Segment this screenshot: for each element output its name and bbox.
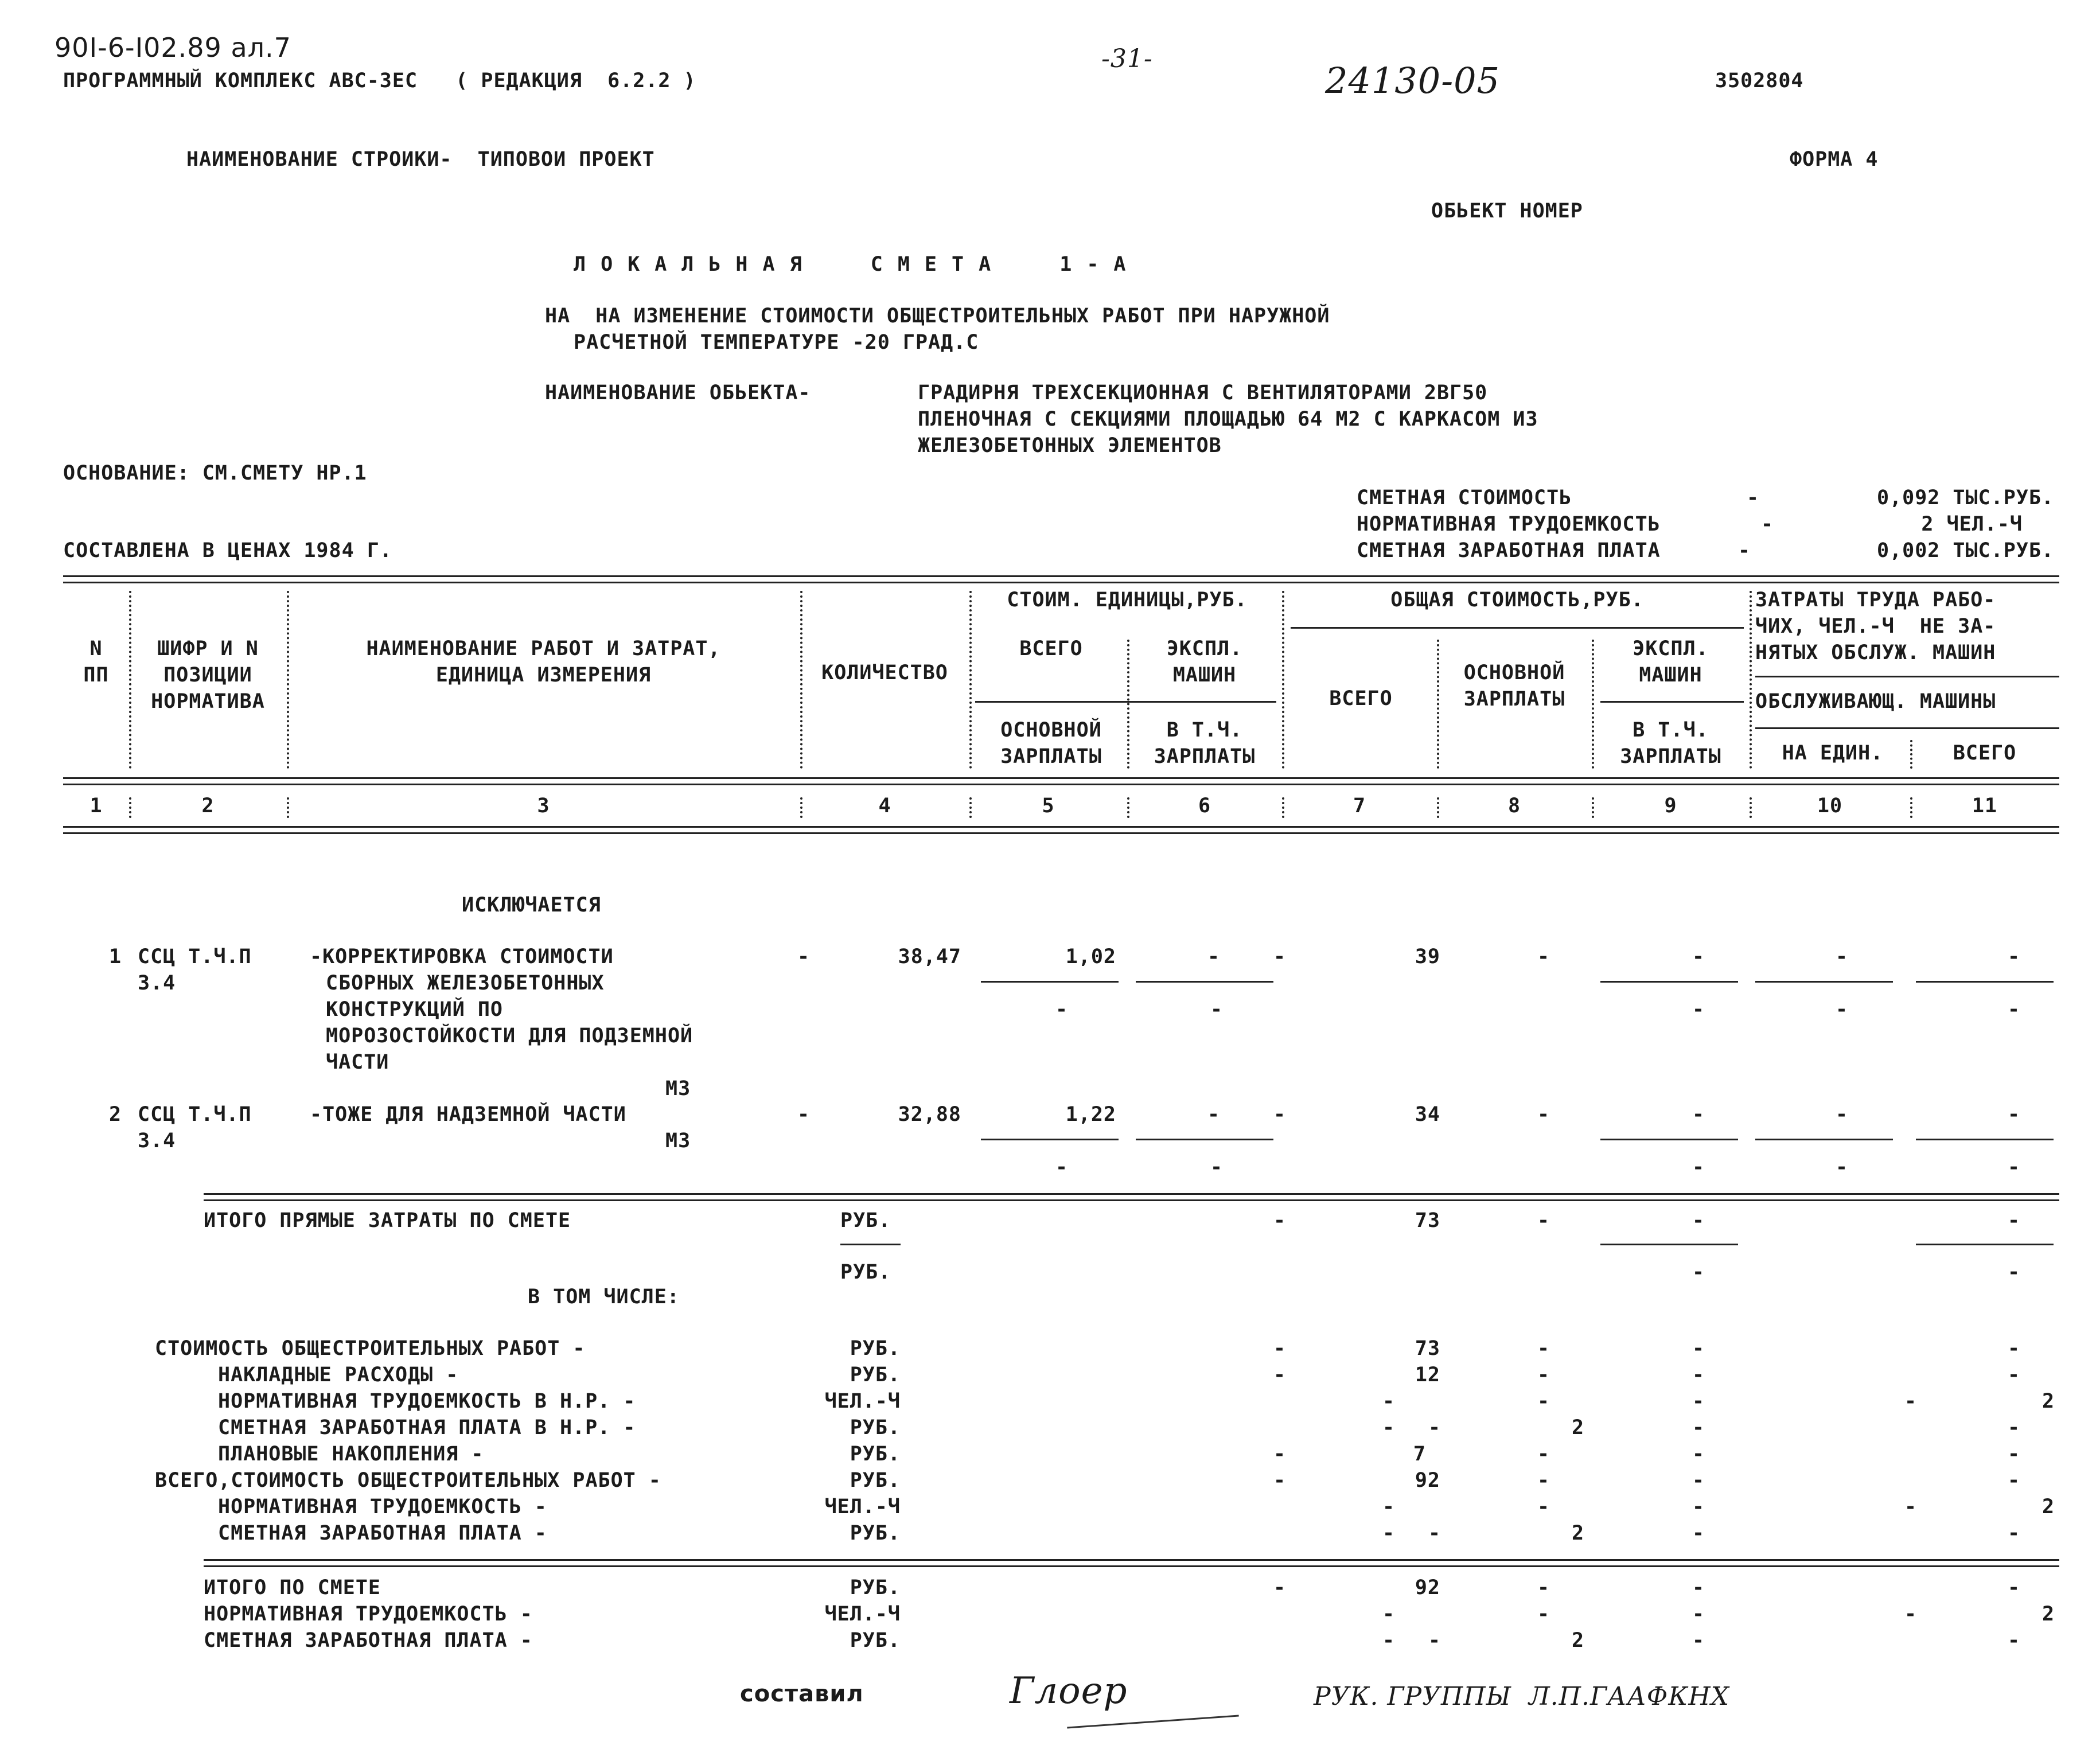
header-top-rule [63,575,2059,583]
cell-rule [1755,981,1893,983]
dash: - [1273,1363,1287,1386]
col-divider [1127,797,1129,818]
total-label: ПЛАНОВЫЕ НАКОПЛЕНИЯ - [218,1443,484,1466]
direct-costs-unit: РУБ. [840,1209,891,1232]
total-value: 7 [1413,1443,1426,1466]
forma-label: ФОРМА 4 [1790,148,1879,171]
program-line: ПРОГРАММНЫЙ КОМПЛЕКС АВС-ЗЕС ( РЕДАКЦИЯ 6.2.2 ) [63,69,696,92]
dash: - [2008,1156,2021,1179]
cell-rule [1600,1139,1738,1140]
total-value: 2 [1572,1522,1585,1545]
col-divider [969,797,972,818]
total-unit: РУБ. [850,1363,901,1386]
dash: - [2008,998,2021,1021]
dash: - [1836,1156,1849,1179]
dash: - [1273,1209,1287,1232]
dash: - [1537,1443,1550,1466]
col-header-9a: ЭКСПЛ. МАШИН [1633,637,1709,687]
dash: - [2008,1261,2021,1284]
object-line-1: ГРАДИРНЯ ТРЕХСЕКЦИОННАЯ С ВЕНТИЛЯТОРАМИ 2ВГ50 [918,381,1488,404]
final-unit: РУБ. [850,1629,901,1652]
col-divider [1282,797,1284,818]
including-label: В ТОМ ЧИСЛЕ: [528,1285,680,1308]
cell-rule [1916,981,2054,983]
dash: - [2008,1576,2021,1599]
final-value: 2 [2042,1603,2055,1626]
row-unit: М3 [665,1077,691,1100]
cell-rule [1916,1139,2054,1140]
col-number: 10 [1817,794,1843,817]
dash: - [1537,1363,1550,1386]
cell-rule [1600,981,1738,983]
row-quantity: 38,47 [898,945,961,968]
purpose-line-2: РАСЧЕТНОЙ ТЕМПЕРАТУРЕ -20 ГРАД.С [574,331,979,354]
object-number-label: ОБЬЕКТ НОМЕР [1431,200,1583,223]
col-header-11: ВСЕГО [1953,742,2017,765]
dash: - [1428,1522,1441,1545]
col-number: 1 [89,794,103,817]
row-code-sub: 3.4 [138,972,176,995]
col-divider [1750,797,1752,818]
document-title: ЛОКАЛЬНАЯ СМЕТА 1-А [574,253,1141,276]
summary-value: 2 ЧЕЛ.-Ч [1921,513,2023,536]
total-label: НОРМАТИВНАЯ ТРУДОЕМКОСТЬ В Н.Р. - [218,1390,636,1413]
row-name: ЧАСТИ [326,1051,389,1074]
dash: - [1692,1629,1705,1652]
document-code: 90I-6-I02.89 ал.7 [54,32,291,63]
dash: - [1537,1576,1550,1599]
dash: - [1537,1103,1550,1126]
total-unit: РУБ. [850,1337,901,1360]
dash: - [1692,1390,1705,1413]
dash: - [1692,998,1705,1021]
dash: - [2008,1416,2021,1439]
row-unit-cost: 1,02 [1065,945,1116,968]
dash: - [1692,1576,1705,1599]
final-label: ИТОГО ПО СМЕТЕ [204,1576,381,1599]
dash: - [1692,945,1705,968]
dash: - [1692,1261,1705,1284]
section-title: ИСКЛЮЧАЕТСЯ [462,894,601,917]
col-header-7: ВСЕГО [1329,687,1393,710]
col-number: 11 [1972,794,1998,817]
object-line-2: ПЛЕНОЧНАЯ С СЕКЦИЯМИ ПЛОЩАДЬЮ 64 М2 С КАРКАСОМ ИЗ [918,408,1538,431]
dash: - [1537,1337,1550,1360]
total-value: 2 [2042,1390,2055,1413]
final-unit: ЧЕЛ.-Ч [824,1603,901,1626]
col-header-3: НАИМЕНОВАНИЕ РАБОТ И ЗАТРАТ, ЕДИНИЦА ИЗМЕРЕНИЯ [366,637,721,687]
group-rule-1011a [1755,676,2059,677]
row-quantity: 32,88 [898,1103,961,1126]
dash: - [1692,1337,1705,1360]
dash: - [1537,1603,1550,1626]
signature: Глоер [1010,1670,1128,1712]
total-value: 2 [1572,1416,1585,1439]
dash: - [2008,1629,2021,1652]
col-header-5a: ВСЕГО [1019,637,1083,660]
dash: - [1692,1469,1705,1492]
direct-costs-label: ИТОГО ПРЯМЫЕ ЗАТРАТЫ ПО СМЕТЕ [204,1209,571,1232]
dash: - [1904,1390,1918,1413]
final-label: СМЕТНАЯ ЗАРАБОТНАЯ ПЛАТА - [204,1629,533,1652]
row-name: МОРОЗОСТОЙКОСТИ ДЛЯ ПОДЗЕМНОЙ [326,1024,693,1047]
dash: - [1382,1416,1396,1439]
col-divider [1910,797,1912,818]
row-total: 34 [1415,1103,1440,1126]
object-label: НАИМЕНОВАНИЕ ОБЬЕКТА- [545,381,811,404]
col-number: 8 [1507,794,1521,817]
row-unit-cost: 1,22 [1065,1103,1116,1126]
dash: - [2008,1337,2021,1360]
col-divider [969,591,972,769]
cell-rule [1916,1244,2054,1245]
dash: - [797,945,811,968]
total-label: НОРМАТИВНАЯ ТРУДОЕМКОСТЬ - [218,1495,547,1518]
prices-year: СОСТАВЛЕНА В ЦЕНАХ 1984 Г. [63,539,392,562]
summary-value: 0,092 ТЫС.РУБ. [1876,486,2054,509]
col-number: 2 [201,794,215,817]
dash: - [1537,945,1550,968]
dash: - [1207,945,1221,968]
total-value: 73 [1415,1337,1440,1360]
dash: - [1537,1495,1550,1518]
dash: - [1537,1390,1550,1413]
group-rule-56 [975,701,1276,703]
dash: - [2008,945,2021,968]
total-unit: РУБ. [850,1522,901,1545]
dash: - [2008,1469,2021,1492]
dash: - [1692,1363,1705,1386]
col-divider [1592,797,1594,818]
dash: - [1273,945,1287,968]
summary-value: 0,002 ТЫС.РУБ. [1876,539,2054,562]
dash: - [1692,1209,1705,1232]
col-divider [800,797,802,818]
dash: - [2008,1103,2021,1126]
group-rule-1011b [1755,727,2059,729]
dash: - [1537,1209,1550,1232]
dash: - [1055,1156,1069,1179]
total-value: 2 [2042,1495,2055,1518]
cell-rule [981,981,1119,983]
col-number: 6 [1198,794,1211,817]
dash: - [1273,1103,1287,1126]
group-header-total-cost: ОБЩАЯ СТОИМОСТЬ,РУБ. [1390,589,1644,611]
dash: - [1273,1576,1287,1599]
dash: - [1210,998,1224,1021]
dash: - [1836,945,1849,968]
row-unit: М3 [665,1129,691,1152]
dash: - [1836,1103,1849,1126]
dash: - [2008,1363,2021,1386]
stroika-name: НАИМЕНОВАНИЕ СТРОИКИ- ТИПОВОИ ПРОЕКТ [186,148,655,171]
header-bottom-rule [63,826,2059,834]
row-code: ССЦ Т.Ч.П [138,945,252,968]
dash: - [1382,1390,1396,1413]
total-value: 92 [1415,1469,1440,1492]
doc-number: 24130-05 [1325,60,1501,102]
col-header-2: ШИФР И N ПОЗИЦИИ НОРМАТИВА [151,637,265,713]
dash: - [2008,1209,2021,1232]
summary-label: НОРМАТИВНАЯ ТРУДОЕМКОСТЬ [1357,513,1661,536]
dash: - [1273,1469,1287,1492]
row-total: 39 [1415,945,1440,968]
col-header-8: ОСНОВНОЙ ЗАРПЛАТЫ [1463,661,1565,711]
header-mid-rule [63,777,2059,785]
signature-underline [1067,1715,1238,1729]
dash: - [2008,1443,2021,1466]
group-rule-79 [1291,627,1744,629]
object-line-3: ЖЕЛЕЗОБЕТОННЫХ ЭЛЕМЕНТОВ [918,434,1222,457]
total-value: 12 [1415,1363,1440,1386]
group-header-unit-cost: СТОИМ. ЕДИНИЦЫ,РУБ. [1007,589,1248,611]
total-label: ВСЕГО,СТОИМОСТЬ ОБЩЕСТРОИТЕЛЬНЫХ РАБОТ - [155,1469,661,1492]
cell-rule [1136,981,1273,983]
row-code: ССЦ Т.Ч.П [138,1103,252,1126]
total-label: СМЕТНАЯ ЗАРАБОТНАЯ ПЛАТА - [218,1522,547,1545]
total-unit: ЧЕЛ.-Ч [824,1495,901,1518]
dash: - [1904,1603,1918,1626]
dash: - [1207,1103,1221,1126]
section-rule [204,1193,2059,1201]
summary-label: СМЕТНАЯ ЗАРАБОТНАЯ ПЛАТА [1357,539,1661,562]
row-name: КОНСТРУКЦИЙ ПО [326,998,504,1021]
dash: - [1692,1443,1705,1466]
summary-label: СМЕТНАЯ СТОИМОСТЬ [1357,486,1572,509]
page-number: -31- [1101,44,1153,73]
final-value: 2 [1572,1629,1585,1652]
dash: - [1692,1103,1705,1126]
stamp-number: 3502804 [1715,69,1804,92]
total-label: НАКЛАДНЫЕ РАСХОДЫ - [218,1363,459,1386]
col-header-4: КОЛИЧЕСТВО [821,661,948,684]
dash: - [1692,1522,1705,1545]
final-unit: РУБ. [850,1576,901,1599]
col-number: 3 [537,794,550,817]
summary-dash: - [1761,513,1774,536]
group-leader: РУК. ГРУППЫ Л.П.ГААФКНХ [1314,1682,1730,1711]
compiled-by-label: составил [740,1681,864,1707]
total-unit: РУБ. [850,1443,901,1466]
dash: - [1692,1495,1705,1518]
cell-rule [981,1139,1119,1140]
dash: - [1836,998,1849,1021]
dash: - [1692,1416,1705,1439]
purpose-line-1: НА НА ИЗМЕНЕНИЕ СТОИМОСТИ ОБЩЕСТРОИТЕЛЬНЫХ РАБОТ ПРИ НАРУЖНОЙ [545,305,1330,328]
final-value: 92 [1415,1576,1440,1599]
row-name: -ТОЖЕ ДЛЯ НАДЗЕМНОЙ ЧАСТИ [310,1103,626,1126]
summary-dash: - [1738,539,1751,562]
col-number: 7 [1353,794,1366,817]
col-number: 9 [1664,794,1677,817]
col-header-9b: В Т.Ч. ЗАРПЛАТЫ [1620,719,1721,768]
total-unit: РУБ. [850,1469,901,1492]
group-header-labor-sub: ОБСЛУЖИВАЮЩ. МАШИНЫ [1755,690,1996,713]
dash: - [1382,1495,1396,1518]
total-unit: ЧЕЛ.-Ч [824,1390,901,1413]
cell-rule [1755,1139,1893,1140]
dash: - [2008,1522,2021,1545]
dash: - [1537,1469,1550,1492]
total-label: СТОИМОСТЬ ОБЩЕСТРОИТЕЛЬНЫХ РАБОТ - [155,1337,586,1360]
group-rule-9 [1600,701,1744,703]
dash: - [1273,1443,1287,1466]
col-divider [1282,591,1284,769]
dash: - [797,1103,811,1126]
dash: - [1428,1416,1441,1439]
col-number: 4 [878,794,891,817]
col-number: 5 [1042,794,1055,817]
col-divider [1750,591,1752,769]
dash: - [1692,1156,1705,1179]
col-header-1: N ПП [83,637,109,687]
dash: - [1692,1603,1705,1626]
final-label: НОРМАТИВНАЯ ТРУДОЕМКОСТЬ - [204,1603,533,1626]
group-header-labor: ЗАТРАТЫ ТРУДА РАБО- ЧИХ, ЧЕЛ.-Ч НЕ ЗА- НЯТЫХ ОБСЛУЖ. МАШИН [1755,589,1996,664]
dash: - [1904,1495,1918,1518]
unit-rule [840,1244,901,1245]
col-divider [1437,797,1439,818]
dash: - [1382,1522,1396,1545]
row-name: -КОРРЕКТИРОВКА СТОИМОСТИ [310,945,614,968]
col-header-6a: ЭКСПЛ. МАШИН [1166,637,1243,687]
dash: - [1273,1337,1287,1360]
basis-line: ОСНОВАНИЕ: СМ.СМЕТУ НР.1 [63,462,367,485]
dash: - [1210,1156,1224,1179]
direct-costs-unit: РУБ. [840,1261,891,1284]
row-number: 2 [109,1103,122,1126]
summary-dash: - [1747,486,1760,509]
row-name: СБОРНЫХ ЖЕЛЕЗОБЕТОННЫХ [326,972,605,995]
row-number: 1 [109,945,122,968]
col-header-5b: ОСНОВНОЙ ЗАРПЛАТЫ [1000,719,1102,768]
dash: - [1428,1629,1441,1652]
col-divider [129,797,131,818]
col-header-10: НА ЕДИН. [1782,742,1884,765]
dash: - [1055,998,1069,1021]
final-rule [204,1559,2059,1567]
col-header-6b: В Т.Ч. ЗАРПЛАТЫ [1154,719,1256,768]
total-unit: РУБ. [850,1416,901,1439]
direct-costs-total: 73 [1415,1209,1440,1232]
total-label: СМЕТНАЯ ЗАРАБОТНАЯ ПЛАТА В Н.Р. - [218,1416,636,1439]
row-code-sub: 3.4 [138,1129,176,1152]
cell-rule [1136,1139,1273,1140]
col-divider [287,797,289,818]
dash: - [1382,1603,1396,1626]
cell-rule [1600,1244,1738,1245]
dash: - [1382,1629,1396,1652]
